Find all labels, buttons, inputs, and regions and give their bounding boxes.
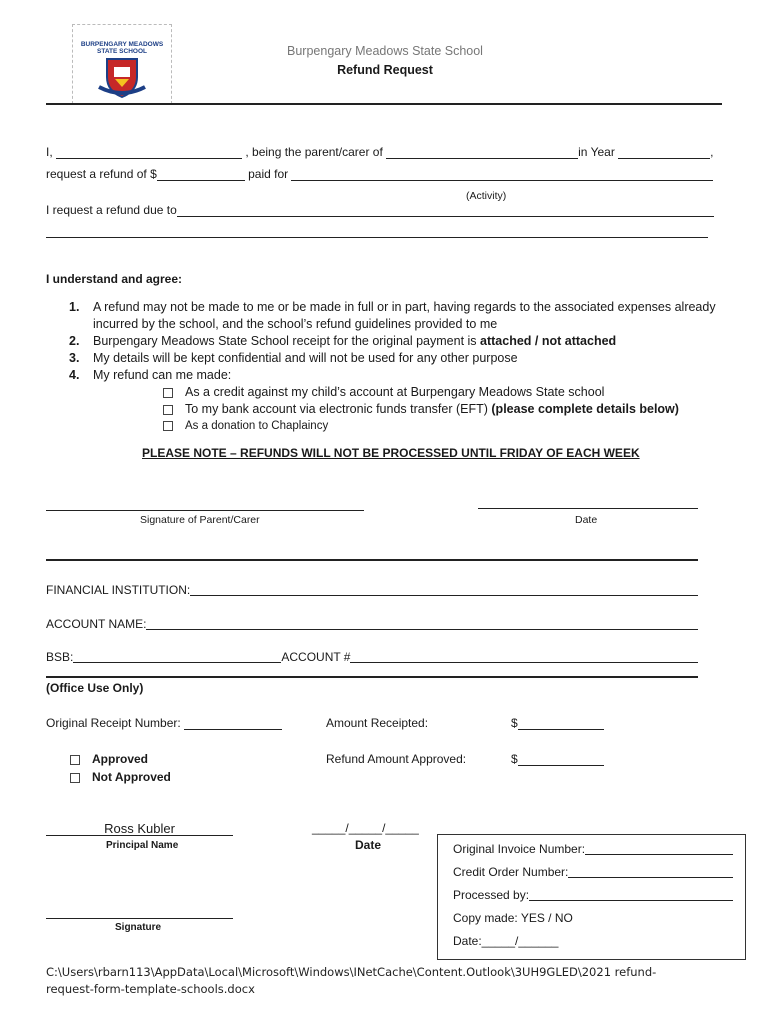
- office-date-caption: Date: [355, 838, 382, 852]
- approved-option: Approved: [70, 752, 148, 766]
- logo-text: BURPENGARY MEADOWS STATE SCHOOL: [80, 41, 164, 55]
- child-name-field[interactable]: [386, 146, 578, 159]
- header-divider: [46, 103, 722, 105]
- due-to-label: I request a refund due to: [46, 203, 177, 217]
- bsb-row: [46, 650, 698, 664]
- amount-receipted-row: $: [511, 716, 604, 730]
- file-path-line-1: C:\Users\rbarn113\AppData\Local\Microsoft\Windows\INetCache\Content.Outlook\3UH9GLED\2021 refund-: [46, 965, 657, 979]
- activity-field[interactable]: [291, 168, 713, 181]
- agree-item-3: 3. My details will be kept confidential and will not be used for any other purpose: [69, 351, 518, 365]
- intro-year-label: in Year: [578, 145, 615, 159]
- refund-approved-label: Refund Amount Approved:: [326, 752, 467, 766]
- processing-notice: PLEASE NOTE – REFUNDS WILL NOT BE PROCESSED UNTIL FRIDAY OF EACH WEEK: [142, 446, 640, 460]
- intro-i-label: I,: [46, 145, 53, 159]
- year-field[interactable]: [618, 146, 710, 159]
- file-path-footer: [46, 964, 656, 998]
- section-divider-2: [46, 676, 698, 678]
- bsb-field[interactable]: [73, 650, 281, 663]
- amount-receipted-label: Amount Receipted:: [326, 716, 429, 730]
- approved-checkbox[interactable]: [70, 755, 80, 765]
- date-caption: Date: [575, 514, 598, 526]
- parent-name-field[interactable]: [56, 146, 242, 159]
- intro-line-2: [46, 167, 722, 181]
- account-number-label: ACCOUNT #: [281, 650, 351, 664]
- option-eft: To my bank account via electronic funds transfer (EFT) (please complete details below): [163, 401, 723, 418]
- principal-signature-caption: Signature: [115, 922, 162, 933]
- box-date-row: Date:_____/______: [453, 934, 559, 948]
- refund-approved-row: $: [511, 752, 604, 766]
- not-approved-checkbox[interactable]: [70, 773, 80, 783]
- institution-label: FINANCIAL INSTITUTION:: [46, 583, 191, 597]
- principal-name-field[interactable]: [46, 821, 233, 836]
- invoice-field[interactable]: [585, 842, 733, 855]
- principal-name: Ross Kubler: [104, 821, 175, 836]
- refund-amount-field[interactable]: [157, 168, 245, 181]
- intro-parent-label: , being the parent/carer of: [245, 145, 383, 159]
- copy-made-row: Copy made: YES / NO: [453, 911, 573, 925]
- request-label: request a refund of $: [46, 167, 157, 181]
- option-donation: As a donation to Chaplaincy: [163, 418, 723, 435]
- principal-signature-line[interactable]: [46, 918, 233, 919]
- intro-line-1: [46, 145, 722, 159]
- amount-receipted-field[interactable]: [518, 717, 604, 730]
- not-approved-option: Not Approved: [70, 770, 171, 784]
- option-credit-checkbox[interactable]: [163, 388, 173, 398]
- office-use-heading: (Office Use Only): [46, 681, 144, 695]
- institution-field[interactable]: [190, 583, 698, 596]
- office-date-field[interactable]: _____/_____/_____: [312, 821, 419, 835]
- institution-row: [46, 583, 698, 597]
- agree-item-1: 1. A refund may not be made to me or be made in full or in part, having regards to the associated expenses already incurred by the school, and the school’s refund guidelines provided to me: [69, 300, 716, 331]
- receipt-row: [46, 716, 282, 730]
- refund-options: [163, 384, 723, 435]
- principal-name-caption: Principal Name: [106, 840, 179, 851]
- office-details-box: [437, 834, 746, 960]
- invoice-row: [453, 842, 733, 856]
- reason-field[interactable]: [177, 204, 714, 217]
- option-eft-checkbox[interactable]: [163, 405, 173, 415]
- receipt-label: Original Receipt Number:: [46, 716, 181, 730]
- account-name-label: ACCOUNT NAME:: [46, 617, 147, 631]
- option-donation-checkbox[interactable]: [163, 421, 173, 431]
- agree-heading: I understand and agree:: [46, 272, 183, 286]
- option-credit: As a credit against my child’s account at Burpengary Meadows State school: [163, 384, 723, 401]
- processed-label: Processed by:: [453, 888, 530, 902]
- refund-approved-field[interactable]: [518, 753, 604, 766]
- processed-row: [453, 888, 733, 902]
- file-path-line-2: request-form-template-schools.docx: [46, 982, 255, 996]
- bsb-label: BSB:: [46, 650, 74, 664]
- form-title: Refund Request: [337, 63, 433, 77]
- credit-order-field[interactable]: [568, 865, 733, 878]
- date-signature-line[interactable]: [478, 508, 698, 509]
- activity-caption: (Activity): [466, 190, 507, 202]
- parent-signature-caption: Signature of Parent/Carer: [140, 514, 260, 526]
- reason-field-line-2[interactable]: [46, 237, 708, 238]
- account-name-row: [46, 617, 698, 631]
- agree-list: [69, 299, 719, 384]
- agree-item-2: 2. Burpengary Meadows State School receipt for the original payment is attached / not attached: [69, 334, 617, 348]
- paid-for-label: paid for: [248, 167, 289, 181]
- school-name: Burpengary Meadows State School: [287, 44, 483, 58]
- invoice-label: Original Invoice Number:: [453, 842, 586, 856]
- account-name-field[interactable]: [146, 617, 698, 630]
- processed-field[interactable]: [529, 888, 733, 901]
- intro-line-3: [46, 203, 722, 217]
- agree-item-4: 4. My refund can me made:: [69, 368, 232, 382]
- intro-year-suffix: ,: [710, 145, 714, 159]
- credit-order-label: Credit Order Number:: [453, 865, 569, 879]
- section-divider-1: [46, 559, 698, 561]
- credit-order-row: [453, 865, 733, 879]
- parent-signature-line[interactable]: [46, 510, 364, 511]
- receipt-number-field[interactable]: [184, 717, 282, 730]
- account-number-field[interactable]: [350, 650, 698, 663]
